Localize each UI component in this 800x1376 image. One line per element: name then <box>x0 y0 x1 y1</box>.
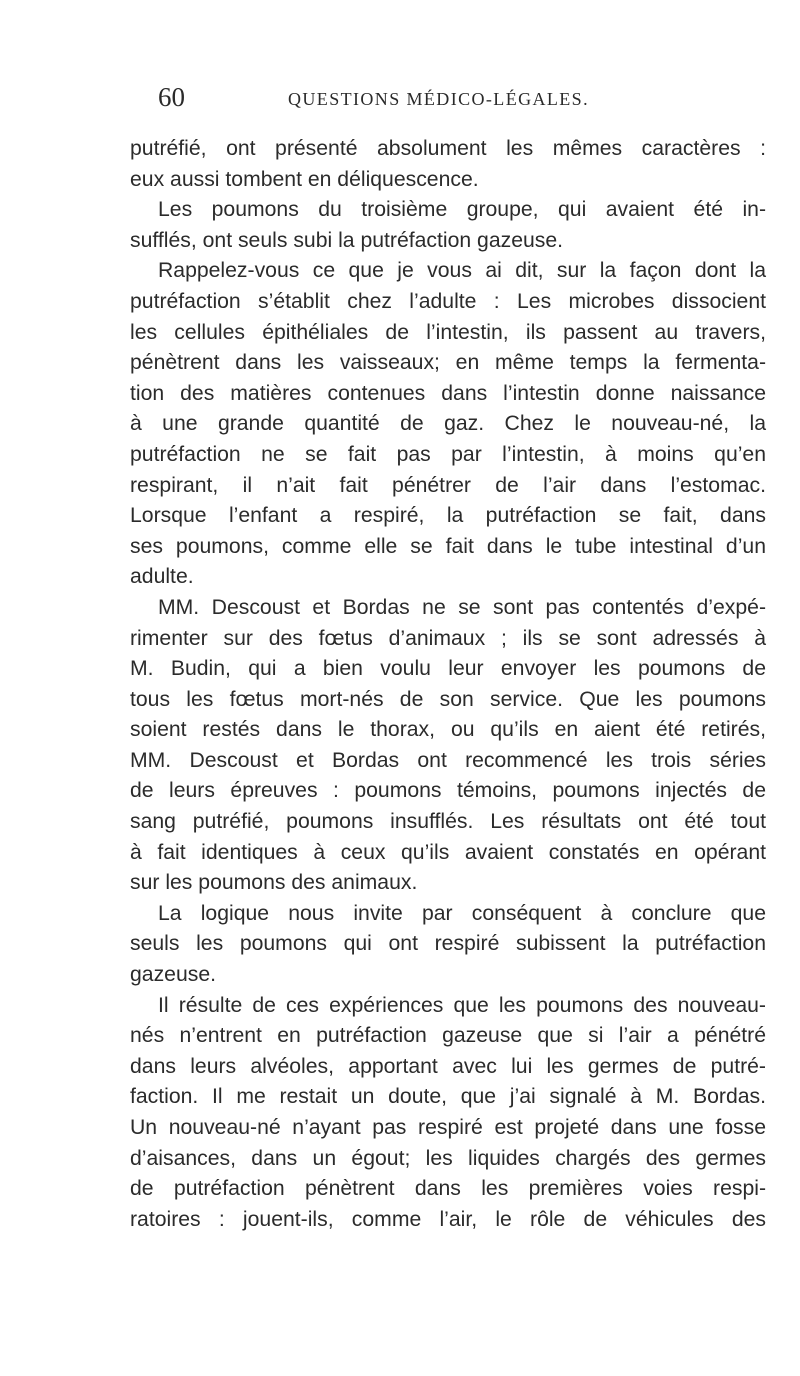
text-line: La logique nous invite par conséquent à conclure que <box>158 901 766 925</box>
running-head <box>158 80 758 114</box>
text-line: ses poumons, comme elle se fait dans le tube intestinal d’un <box>130 534 766 558</box>
text-line: à une grande quantité de gaz. Chez le nouveau-né, la <box>130 412 766 436</box>
text-line: Il résulte de ces expériences que les poumons des nouveau- <box>158 993 766 1017</box>
text-line: ratoires : jouent-ils, comme l’air, le rôle de véhicules des <box>130 1207 766 1231</box>
text-line: pénètrent dans les vaisseaux; en même temps la fermenta- <box>130 351 766 375</box>
text-line: eux aussi tombent en déliquescence. <box>130 167 479 191</box>
text-line: tous les fœtus mort-nés de son service. Que les poumons <box>130 687 766 711</box>
text-line: soient restés dans le thorax, ou qu’ils en aient été retirés, <box>130 718 766 742</box>
page-number: 60 <box>158 82 185 112</box>
text-line: MM. Descoust et Bordas ne se sont pas contentés d’expé- <box>158 595 766 619</box>
text-line: d’aisances, dans un égout; les liquides chargés des germes <box>130 1146 766 1170</box>
text-line: à fait identiques à ceux qu’ils avaient constatés en opérant <box>130 840 766 864</box>
text-line: MM. Descoust et Bordas ont recommencé les trois séries <box>130 748 766 772</box>
text-line: Un nouveau-né n’ayant pas respiré est projeté dans une fosse <box>130 1116 766 1139</box>
text-line: putréfaction s’établit chez l’adulte : Les microbes dissocient <box>130 289 766 313</box>
text-line: putréfié, ont présenté absolument les mêmes caractères : <box>130 137 766 160</box>
text-line: de leurs épreuves : poumons témoins, poumons injectés de <box>130 779 766 803</box>
text-line: faction. Il me restait un doute, que j’ai signalé à M. Bordas. <box>130 1085 766 1109</box>
text-line: les cellules épithéliales de l’intestin, ils passent au travers, <box>130 320 766 344</box>
text-line: sur les poumons des animaux. <box>130 871 418 895</box>
text-line: seuls les poumons qui ont respiré subissent la putréfaction <box>130 932 766 956</box>
text-line: de putréfaction pénètrent dans les premières voies respi- <box>130 1177 766 1201</box>
text-line: putréfaction ne se fait pas par l’intestin, à moins qu’en <box>130 442 766 466</box>
text-line: respirant, il n’ait fait pénétrer de l’air dans l’estomac. <box>130 473 766 497</box>
text-line: Lorsque l’enfant a respiré, la putréfaction se fait, dans <box>130 504 766 528</box>
text-line: adulte. <box>130 565 194 589</box>
text-line: rimenter sur des fœtus d’animaux ; ils se sont adressés à <box>130 626 766 650</box>
text-line: nés n’entrent en putréfaction gazeuse que si l’air a pénétré <box>130 1024 766 1048</box>
text-line: tion des matières contenues dans l’intestin donne naissance <box>130 381 766 405</box>
text-line: sang putréfié, poumons insufflés. Les résultats ont été tout <box>130 810 766 834</box>
text-line: Les poumons du troisième groupe, qui avaient été in- <box>158 198 766 222</box>
text-line: gazeuse. <box>130 963 216 987</box>
text-line: M. Budin, qui a bien voulu leur envoyer les poumons de <box>130 657 766 681</box>
text-line: Rappelez-vous ce que je vous ai dit, sur la façon dont la <box>158 259 766 283</box>
text-line: sufflés, ont seuls subi la putréfaction gazeuse. <box>130 228 564 252</box>
body-text <box>130 134 766 1235</box>
text-line: dans leurs alvéoles, apportant avec lui les germes de putré- <box>130 1054 766 1078</box>
running-title: QUESTIONS MÉDICO-LÉGALES. <box>288 89 589 109</box>
